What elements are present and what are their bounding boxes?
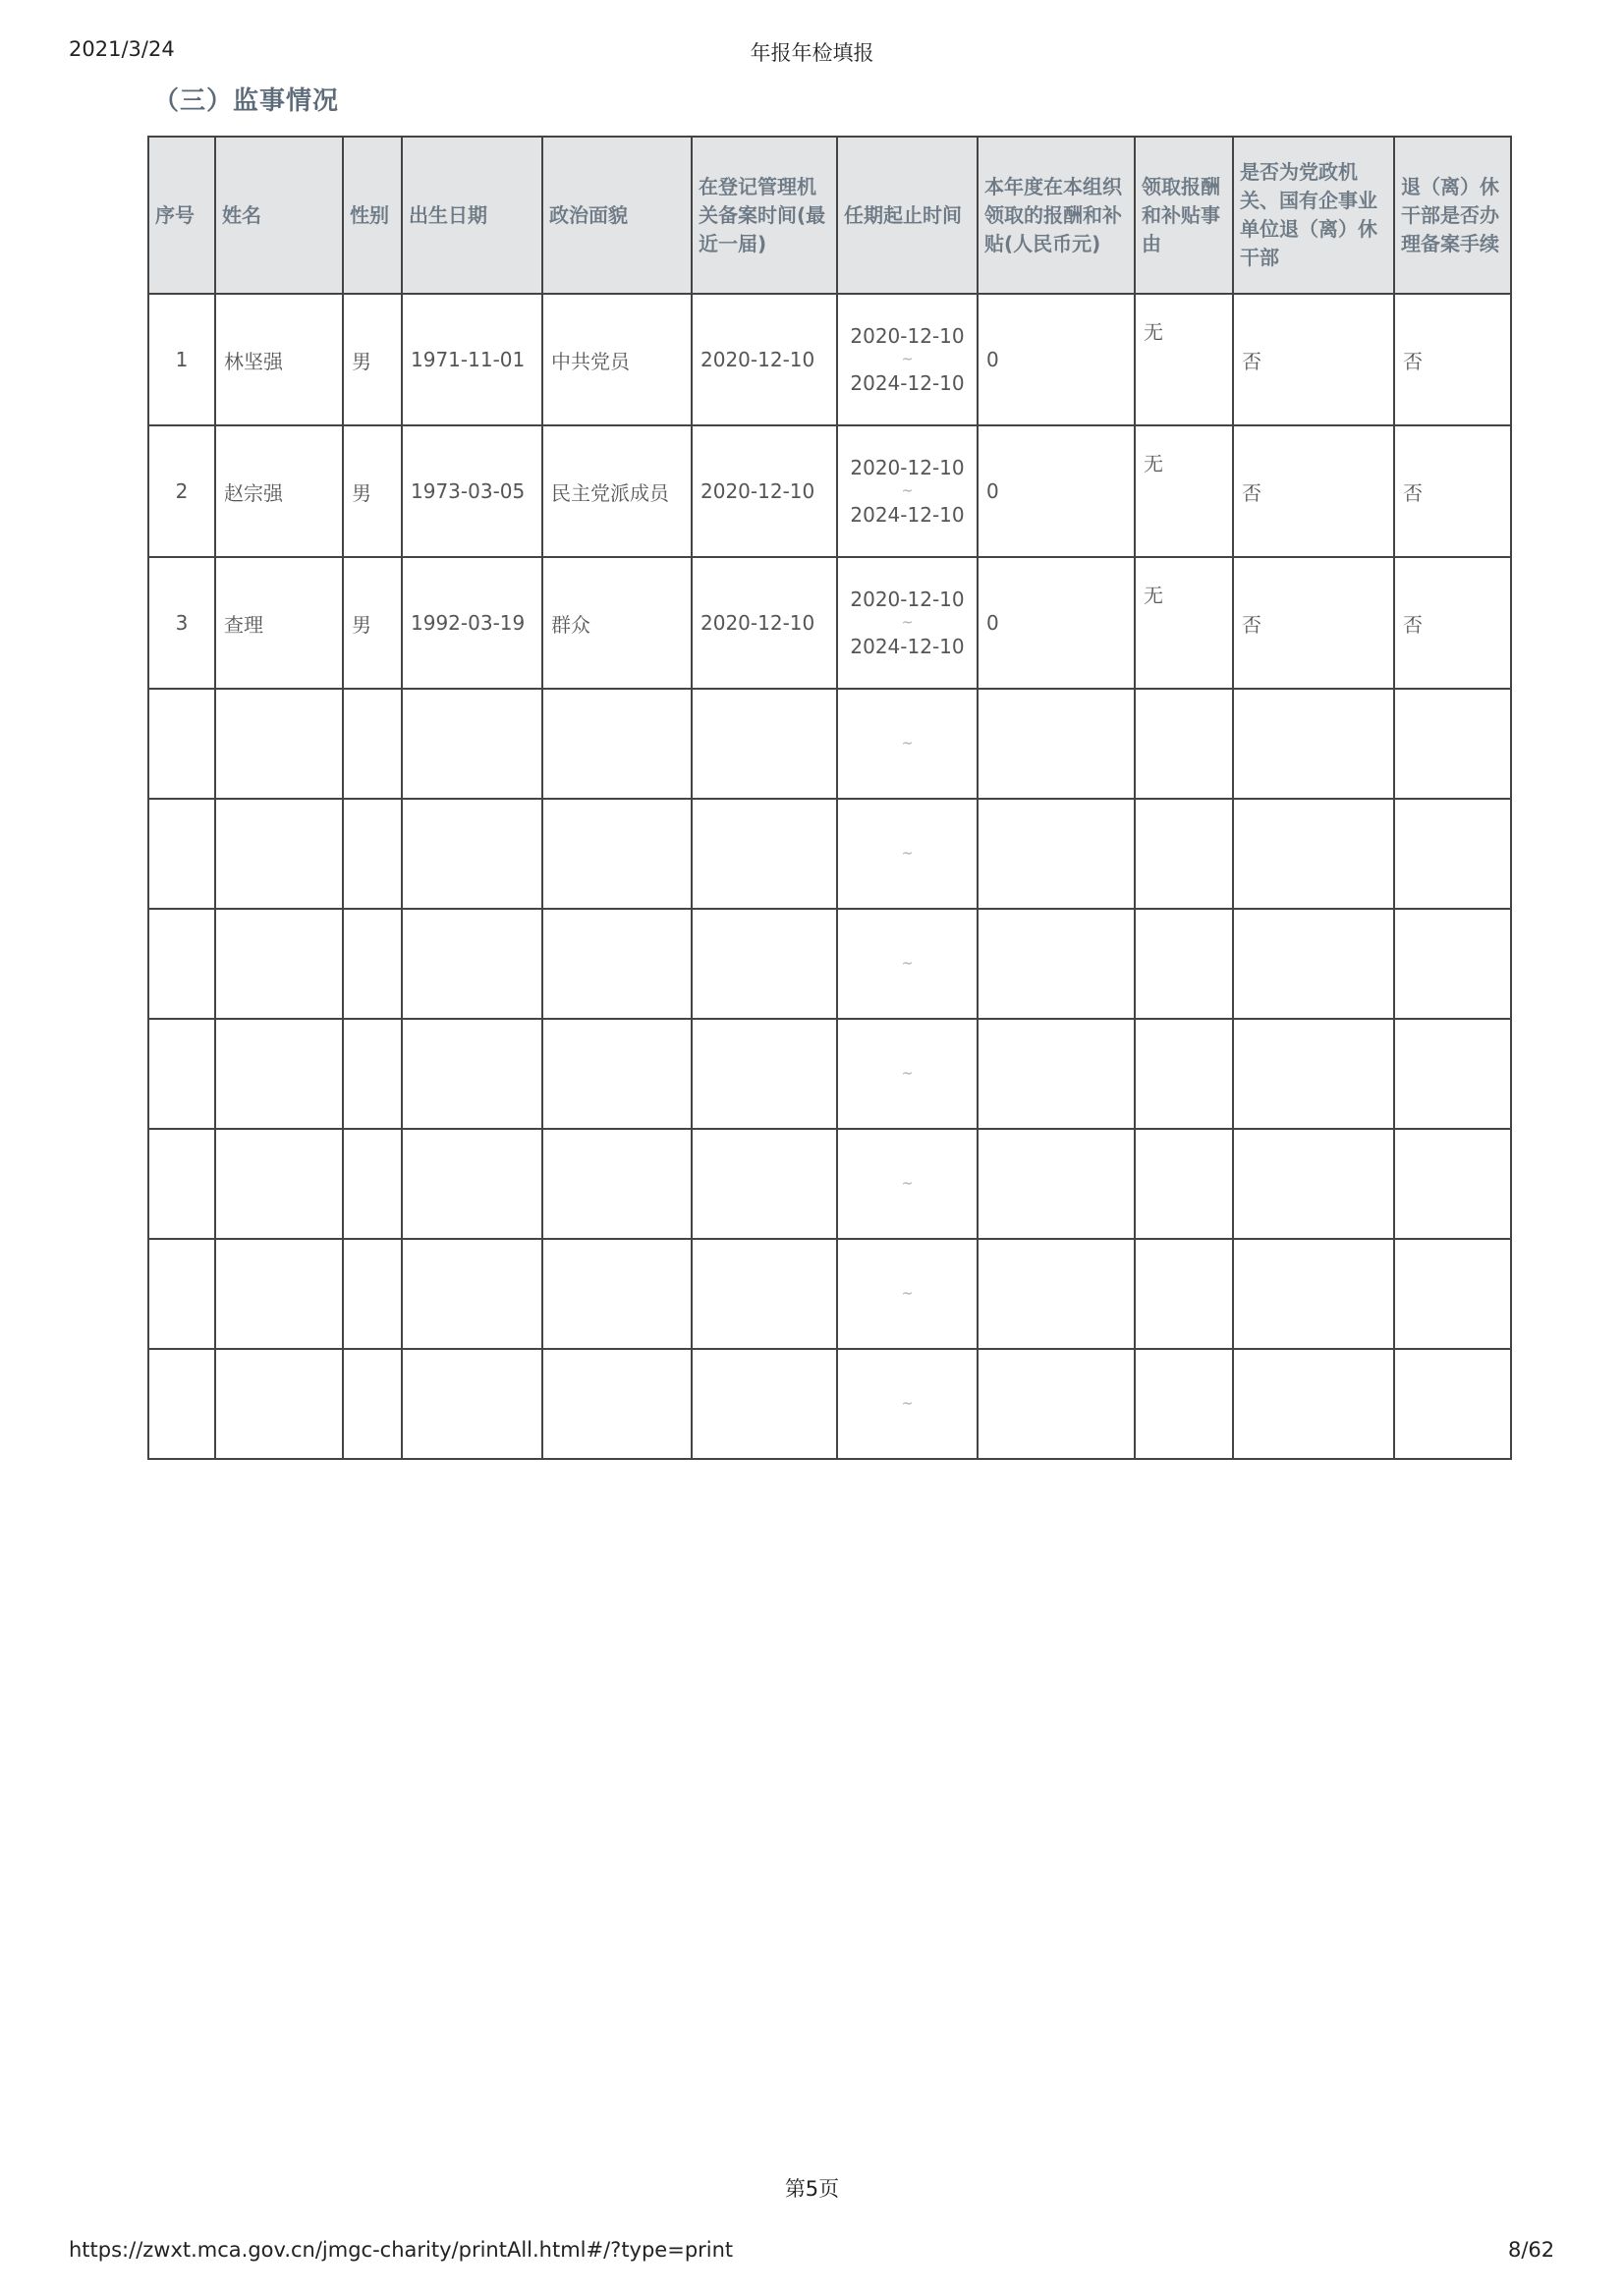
empty-cell <box>215 1239 343 1349</box>
empty-cell <box>148 799 215 909</box>
empty-cell <box>343 799 402 909</box>
empty-cell <box>1135 1349 1233 1459</box>
print-title: 年报年检填报 <box>750 41 874 65</box>
cell-is-retired: 否 <box>1233 294 1394 425</box>
cell-reason: 无 <box>1135 557 1233 689</box>
term-end: 2024-12-10 <box>850 635 965 658</box>
empty-cell <box>978 1239 1135 1349</box>
empty-table-row <box>148 1349 1511 1459</box>
empty-cell <box>215 1129 343 1239</box>
empty-cell <box>1135 799 1233 909</box>
empty-cell <box>1135 1129 1233 1239</box>
empty-table-row <box>148 799 1511 909</box>
empty-cell <box>692 799 837 909</box>
term-separator: ~ <box>901 1396 914 1412</box>
cell-filed: 2020-12-10 <box>692 294 837 425</box>
cell-term <box>837 557 978 689</box>
empty-cell <box>978 909 1135 1019</box>
empty-cell <box>343 1129 402 1239</box>
column-header: 性别 <box>343 137 402 294</box>
empty-cell <box>1233 799 1394 909</box>
empty-table-row <box>148 1239 1511 1349</box>
column-header: 姓名 <box>215 137 343 294</box>
cell-political: 民主党派成员 <box>542 425 692 557</box>
print-date: 2021/3/24 <box>69 37 175 61</box>
empty-cell <box>215 799 343 909</box>
empty-cell <box>837 1129 978 1239</box>
empty-cell <box>837 689 978 799</box>
table-row <box>148 557 1511 689</box>
empty-cell <box>148 689 215 799</box>
empty-cell <box>343 909 402 1019</box>
empty-table-row <box>148 689 1511 799</box>
empty-cell <box>215 1349 343 1459</box>
empty-cell <box>402 1019 542 1129</box>
empty-cell <box>1135 1019 1233 1129</box>
cell-name: 赵宗强 <box>215 425 343 557</box>
empty-cell <box>692 689 837 799</box>
empty-cell <box>343 1019 402 1129</box>
empty-cell <box>215 909 343 1019</box>
empty-cell <box>402 1239 542 1349</box>
empty-cell <box>837 1239 978 1349</box>
cell-reason: 无 <box>1135 425 1233 557</box>
empty-cell <box>542 1349 692 1459</box>
term-separator: ~ <box>901 1176 914 1192</box>
empty-cell <box>837 799 978 909</box>
empty-table-row <box>148 1019 1511 1129</box>
term-start: 2020-12-10 <box>850 324 965 348</box>
empty-cell <box>148 1019 215 1129</box>
empty-cell <box>1135 1239 1233 1349</box>
supervisor-table <box>147 136 1510 1460</box>
column-header: 退（离）休干部是否办理备案手续 <box>1394 137 1511 294</box>
empty-cell <box>978 1349 1135 1459</box>
empty-cell <box>692 909 837 1019</box>
term-separator: ~ <box>901 1066 914 1082</box>
column-header: 在登记管理机关备案时间(最近一届) <box>692 137 837 294</box>
empty-cell <box>978 1019 1135 1129</box>
empty-cell <box>1394 1349 1511 1459</box>
empty-cell <box>542 689 692 799</box>
term-separator: ~ <box>901 352 914 367</box>
cell-no: 1 <box>148 294 215 425</box>
empty-cell <box>215 1019 343 1129</box>
empty-cell <box>692 1129 837 1239</box>
cell-filed: 2020-12-10 <box>692 557 837 689</box>
empty-cell <box>1135 909 1233 1019</box>
empty-cell <box>1394 799 1511 909</box>
empty-cell <box>692 1349 837 1459</box>
term-start: 2020-12-10 <box>850 588 965 611</box>
empty-cell <box>978 1129 1135 1239</box>
cell-gender: 男 <box>343 557 402 689</box>
empty-cell <box>1233 1239 1394 1349</box>
empty-cell <box>837 1349 978 1459</box>
term-separator: ~ <box>901 956 914 972</box>
term-separator: ~ <box>901 483 914 499</box>
empty-cell <box>978 799 1135 909</box>
empty-cell <box>978 689 1135 799</box>
cell-is-retired: 否 <box>1233 425 1394 557</box>
cell-filed: 2020-12-10 <box>692 425 837 557</box>
cell-gender: 男 <box>343 294 402 425</box>
table-row <box>148 425 1511 557</box>
empty-cell <box>402 1129 542 1239</box>
cell-reason: 无 <box>1135 294 1233 425</box>
column-header: 是否为党政机关、国有企事业单位退（离）休干部 <box>1233 137 1394 294</box>
print-url: https://zwxt.mca.gov.cn/jmgc-charity/printAll.html#/?type=print <box>69 2238 734 2262</box>
empty-cell <box>402 1349 542 1459</box>
empty-cell <box>837 1019 978 1129</box>
cell-no: 3 <box>148 557 215 689</box>
empty-cell <box>542 1019 692 1129</box>
empty-cell <box>215 689 343 799</box>
page-number: 第5页 <box>784 2177 840 2201</box>
page-count: 8/62 <box>1508 2238 1555 2262</box>
table-header-row <box>148 137 1511 294</box>
column-header: 出生日期 <box>402 137 542 294</box>
empty-cell <box>1233 1129 1394 1239</box>
cell-filed-retired: 否 <box>1394 557 1511 689</box>
empty-cell <box>402 909 542 1019</box>
term-separator: ~ <box>901 846 914 862</box>
empty-cell <box>343 689 402 799</box>
column-header: 任期起止时间 <box>837 137 978 294</box>
empty-cell <box>837 909 978 1019</box>
empty-cell <box>542 1129 692 1239</box>
empty-cell <box>1394 1239 1511 1349</box>
cell-political: 中共党员 <box>542 294 692 425</box>
cell-term <box>837 294 978 425</box>
cell-is-retired: 否 <box>1233 557 1394 689</box>
term-end: 2024-12-10 <box>850 503 965 527</box>
empty-cell <box>1233 909 1394 1019</box>
cell-pay: 0 <box>978 425 1135 557</box>
cell-name: 查理 <box>215 557 343 689</box>
cell-birth: 1992-03-19 <box>402 557 542 689</box>
empty-table-row <box>148 1129 1511 1239</box>
cell-birth: 1971-11-01 <box>402 294 542 425</box>
empty-cell <box>1394 689 1511 799</box>
column-header: 领取报酬和补贴事由 <box>1135 137 1233 294</box>
empty-cell <box>148 1349 215 1459</box>
column-header: 本年度在本组织领取的报酬和补贴(人民币元) <box>978 137 1135 294</box>
empty-table-row <box>148 909 1511 1019</box>
table-row <box>148 294 1511 425</box>
empty-cell <box>148 1129 215 1239</box>
empty-cell <box>542 799 692 909</box>
empty-cell <box>1233 1019 1394 1129</box>
cell-term <box>837 425 978 557</box>
empty-cell <box>1394 1129 1511 1239</box>
empty-cell <box>1135 689 1233 799</box>
empty-cell <box>1233 689 1394 799</box>
empty-cell <box>1394 909 1511 1019</box>
empty-cell <box>692 1239 837 1349</box>
empty-cell <box>343 1239 402 1349</box>
empty-cell <box>692 1019 837 1129</box>
cell-filed-retired: 否 <box>1394 425 1511 557</box>
cell-pay: 0 <box>978 557 1135 689</box>
column-header: 政治面貌 <box>542 137 692 294</box>
empty-cell <box>402 689 542 799</box>
cell-political: 群众 <box>542 557 692 689</box>
empty-cell <box>148 909 215 1019</box>
section-title: （三）监事情况 <box>153 86 340 116</box>
cell-filed-retired: 否 <box>1394 294 1511 425</box>
term-separator: ~ <box>901 1286 914 1302</box>
term-separator: ~ <box>901 615 914 631</box>
empty-cell <box>542 909 692 1019</box>
cell-gender: 男 <box>343 425 402 557</box>
cell-no: 2 <box>148 425 215 557</box>
empty-cell <box>1394 1019 1511 1129</box>
term-separator: ~ <box>901 736 914 752</box>
term-start: 2020-12-10 <box>850 456 965 479</box>
cell-pay: 0 <box>978 294 1135 425</box>
cell-name: 林坚强 <box>215 294 343 425</box>
empty-cell <box>1233 1349 1394 1459</box>
term-end: 2024-12-10 <box>850 371 965 395</box>
column-header: 序号 <box>148 137 215 294</box>
empty-cell <box>542 1239 692 1349</box>
cell-birth: 1973-03-05 <box>402 425 542 557</box>
empty-cell <box>402 799 542 909</box>
empty-cell <box>148 1239 215 1349</box>
empty-cell <box>343 1349 402 1459</box>
